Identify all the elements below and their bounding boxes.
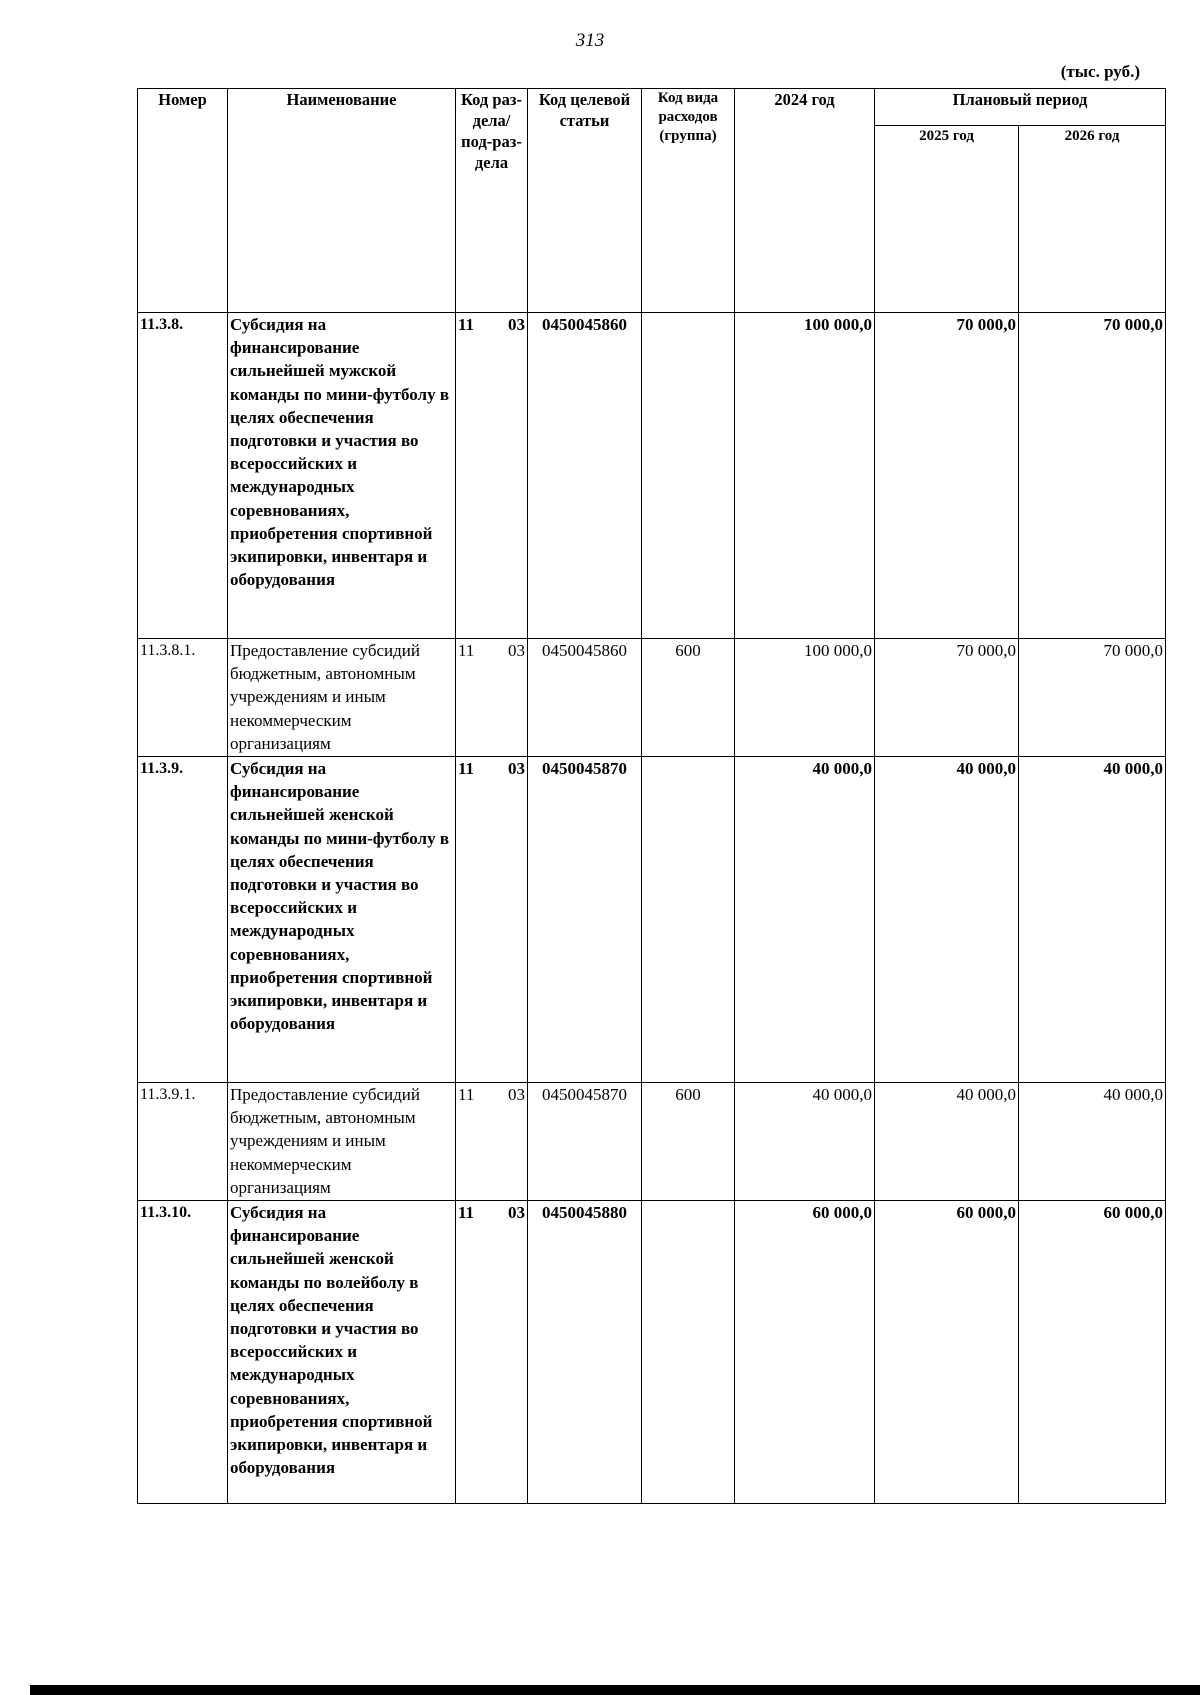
header-target-code: Код целевой статьи	[528, 89, 642, 313]
header-name: Наименование	[228, 89, 456, 313]
row-target-code: 0450045860	[528, 313, 642, 639]
row-number: 11.3.9.1.	[138, 1083, 228, 1201]
row-amount-2025: 40 000,0	[875, 757, 1019, 1083]
header-year-2026: 2026 год	[1019, 126, 1166, 313]
row-subsection: 03	[508, 641, 525, 660]
row-section: 11	[458, 759, 475, 778]
row-subsection: 03	[508, 1085, 525, 1104]
row-section: 11	[458, 315, 475, 334]
header-year-2024: 2024 год	[735, 89, 875, 313]
row-number: 11.3.9.	[138, 757, 228, 1083]
row-amount-2026: 60 000,0	[1019, 1201, 1166, 1504]
row-name: Предоставление субсидий бюджетным, автономным учреждениям и иным некоммерческим организациям	[228, 1083, 456, 1201]
row-section-code	[456, 1201, 528, 1504]
scan-edge-bar	[30, 1685, 1200, 1695]
row-number: 11.3.8.	[138, 313, 228, 639]
row-name: Субсидия на финансирование сильнейшей мужской команды по мини-футболу в целях обеспечения подготовки и участия во всероссийских и международных соревнованиях, приобретения спортивной экипировки, инвентаря и оборудования	[228, 313, 456, 639]
row-subsection: 03	[508, 1203, 525, 1222]
row-amount-2024: 100 000,0	[735, 313, 875, 639]
header-expense-kind-code: Код вида расходов (группа)	[642, 89, 735, 313]
row-subsection: 03	[508, 315, 525, 334]
table-row	[138, 1083, 1166, 1201]
row-section: 11	[458, 641, 475, 660]
row-expense-kind: 600	[642, 1083, 735, 1201]
row-subsection: 03	[508, 759, 525, 778]
header-planned-period: Плановый период	[875, 89, 1166, 126]
row-amount-2024: 40 000,0	[735, 757, 875, 1083]
units-label: (тыс. руб.)	[1060, 62, 1140, 81]
row-name: Субсидия на финансирование сильнейшей женской команды по волейболу в целях обеспечения подготовки и участия во всероссийских и международных соревнованиях, приобретения спортивной экипировки, инвентаря и оборудования	[228, 1201, 456, 1504]
row-amount-2025: 60 000,0	[875, 1201, 1019, 1504]
header-number: Номер	[138, 89, 228, 313]
row-expense-kind: 600	[642, 639, 735, 757]
table-row	[138, 313, 1166, 639]
row-section: 11	[458, 1085, 475, 1104]
row-target-code: 0450045860	[528, 639, 642, 757]
row-amount-2026: 40 000,0	[1019, 757, 1166, 1083]
row-target-code: 0450045870	[528, 757, 642, 1083]
header-year-2025: 2025 год	[875, 126, 1019, 313]
row-expense-kind	[642, 313, 735, 639]
row-target-code: 0450045870	[528, 1083, 642, 1201]
row-section-code	[456, 1083, 528, 1201]
row-name: Предоставление субсидий бюджетным, автономным учреждениям и иным некоммерческим организациям	[228, 639, 456, 757]
row-amount-2026: 40 000,0	[1019, 1083, 1166, 1201]
row-amount-2026: 70 000,0	[1019, 639, 1166, 757]
row-expense-kind	[642, 757, 735, 1083]
row-number: 11.3.10.	[138, 1201, 228, 1504]
row-amount-2026: 70 000,0	[1019, 313, 1166, 639]
table-row	[138, 639, 1166, 757]
row-amount-2025: 70 000,0	[875, 639, 1019, 757]
row-name: Субсидия на финансирование сильнейшей женской команды по мини-футболу в целях обеспечения подготовки и участия во всероссийских и международных соревнованиях, приобретения спортивной экипировки, инвентаря и оборудования	[228, 757, 456, 1083]
page-number: 313	[575, 30, 605, 51]
row-section-code	[456, 757, 528, 1083]
row-expense-kind	[642, 1201, 735, 1504]
row-target-code: 0450045880	[528, 1201, 642, 1504]
row-section-code	[456, 313, 528, 639]
budget-table	[137, 88, 1166, 1504]
row-number: 11.3.8.1.	[138, 639, 228, 757]
row-amount-2024: 60 000,0	[735, 1201, 875, 1504]
row-section: 11	[458, 1203, 475, 1222]
row-section-code	[456, 639, 528, 757]
header-section-code: Код раз-дела/ под-раз-дела	[456, 89, 528, 313]
row-amount-2025: 70 000,0	[875, 313, 1019, 639]
row-amount-2025: 40 000,0	[875, 1083, 1019, 1201]
row-amount-2024: 100 000,0	[735, 639, 875, 757]
table-row	[138, 1201, 1166, 1504]
row-amount-2024: 40 000,0	[735, 1083, 875, 1201]
table-row	[138, 757, 1166, 1083]
